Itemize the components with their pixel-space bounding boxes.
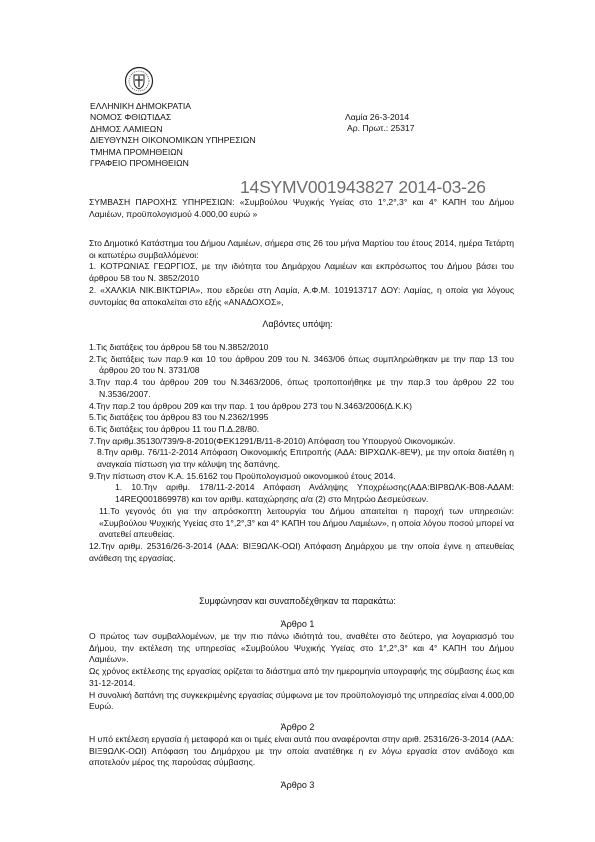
consideration-item: 8.Την αριθμ. 76/11-2-2014 Απόφαση Οικονομικής Επιτροπής (ΑΔΑ: ΒΙΡΧΩΛΚ-8ΕΨ), με την οποία διατέθη η αναγκαία πίστωση για την κάλυψη της δαπάνης.: [97, 447, 514, 470]
party-1: 1. ΚΟΤΡΩΝΙΑΣ ΓΕΩΡΓΙΟΣ, με την ιδιότητα του Δημάρχου Λαμιέων και εκπρόσωπος του Δήμου βάσει του άρθρου 58 του Ν. 3852/2010: [89, 261, 514, 284]
article-paragraph: Η συνολική δαπάνη της συγκεκριμένης εργασίας σύμφωνα με τον προϋπολογισμό της υπηρεσίας είναι 4.000,00 Ευρώ.: [89, 689, 514, 712]
article-1-body: [89, 631, 514, 713]
considerations-list: [89, 342, 514, 564]
party-2: 2. «ΧΑΛΚΙΑ ΝΙΚ.ΒΙΚΤΩΡΙΑ», που εδρεύει στη Λαμία, Α.Φ.Μ. 101913717 ΔΟΥ: Λαμίας, η οποία για λόγους συντομίας θα αποκαλείται στο εξής «ΑΝΑΔΟΧΟΣ»,: [89, 284, 514, 307]
header-line: ΔΙΕΥΘΥΝΣΗ ΟΙΚΟΝΟΜΙΚΩΝ ΥΠΗΡΕΣΙΩΝ: [90, 135, 256, 146]
article-1-title: Άρθρο 1: [280, 619, 315, 629]
consideration-item: 2.Τις διατάξεις των παρ.9 και 10 του άρθρου 209 του Ν. 3463/06 όπως συμπληρώθηκαν με την παρ 13 του άρθρου 20 του Ν. 3731/08: [89, 353, 514, 376]
article-paragraph: Ο πρώτος των συμβαλλομένων, με την πιο πάνω ιδιότητά του, αναθέτει στο δεύτερο, για λογαριασμό του Δήμου, την εκτέλεση της υπηρεσίας «Συμβούλου Ψυχικής Υγείας στο 1°,2°,3° και 4° ΚΑΠΗ του Δήμου Λαμιέων».: [89, 631, 514, 665]
consideration-item: 5.Τις διατάξεις του άρθρου 83 του Ν.2362/1995: [89, 412, 269, 423]
consideration-item: 9.Την πίστωση στον Κ.Α. 15.6162 του Προϋπολογισμού οικονομικού έτους 2014.: [89, 470, 396, 481]
consideration-item: 3.Την παρ.4 του άρθρου 209 του Ν.3463/2006, όπως τροποποιήθηκε με την παρ.3 του άρθρου 22 του Ν.3536/2007.: [89, 377, 514, 399]
consideration-item: 7.Την αριθμ.35130/739/9-8-2010(ΦΕΚ1291/Β/11-8-2010) Απόφαση του Υπουργού Οικονομικών.: [89, 435, 456, 446]
consideration-item: 11.Το γεγονός ότι για την απρόσκοπτη λειτουργία του Δήμου απαιτείται η παροχή των υπηρεσιών: «Συμβούλου Ψυχικής Υγείας στο 1°,2°,3° και 4° ΚΑΠΗ του Δήμου Λαμιέων», η οποία λόγου ποσού μπορεί να ανατεθεί απευθείας.: [99, 505, 514, 540]
consideration-item: 1. 10.Την αριθμ. 178/11-2-2014 Απόφαση Ανάληψης Υποχρέωσης(ΑΔΑ:ΒΙΡ8ΩΛΚ-Β08-ΑΔΑΜ: 14REQ001869978) και τον αριθμ. καταχώρησης α/α (2) στο Μητρώο Δεσμεύσεων.: [115, 482, 514, 505]
contract-title: [89, 197, 514, 220]
consideration-item: 12.Την αριθμ. 25316/26-3-2014 (ΑΔΑ: ΒΙΞ9ΩΛΚ-ΟΩΙ) Απόφαση Δημάρχου με την οποία έγινε η απευθείας ανάθεση της εργασίας.: [89, 540, 514, 563]
header-date-block: [345, 112, 415, 135]
agreed-heading: Συμφώνησαν και συναποδέχθηκαν τα παρακάτω:: [199, 596, 396, 606]
header-line: ΔΗΜΟΣ ΛΑΜΙΕΩΝ: [90, 123, 163, 134]
protocol-number: Αρ. Πρωτ.: 25317: [347, 123, 415, 134]
contract-title-text: ΣΥΜΒΑΣΗ ΠΑΡΟΧΗΣ ΥΠΗΡΕΣΙΩΝ: «Συμβούλου Ψυχικής Υγείας στο 1°,2°,3° και 4° ΚΑΠΗ του Δήμου Λαμιέων, προϋπολογισμού 4.000,00 ευρώ »: [89, 197, 514, 219]
consideration-item: 6.Τις διατάξεις του άρθρου 11 του Π.Δ.28/80.: [89, 423, 260, 434]
header-line: ΝΟΜΟΣ ΦΘΙΩΤΙΔΑΣ: [90, 112, 172, 123]
greek-republic-emblem-icon: [124, 66, 154, 96]
header-authority-block: [90, 101, 256, 169]
header-line: ΓΡΑΦΕΙΟ ΠΡΟΜΗΘΕΙΩΝ: [90, 158, 189, 169]
article-2-title: Άρθρο 2: [280, 722, 315, 732]
article-paragraph: Ως χρόνος εκτέλεσης της εργασίας ορίζεται το διάστημα από την ημερομηνία υπογραφής της σύμβασης έως και 31-12-2014.: [89, 666, 514, 688]
article-3-title: Άρθρο 3: [280, 780, 315, 790]
consideration-item: 4.Την παρ.2 του άρθρου 209 και την παρ. 1 του άρθρου 273 του Ν.3463/2006(Δ.Κ.Κ): [89, 400, 412, 411]
header-line: ΤΜΗΜΑ ΠΡΟΜΗΘΕΙΩΝ: [90, 146, 183, 157]
consideration-item: 1.Τις διατάξεις του άρθρου 58 του Ν.3852/2010: [89, 342, 269, 352]
ada-code: 14SYMV001943827 2014-03-26: [240, 177, 486, 197]
header-line: ΕΛΛΗΝΙΚΗ ΔΗΜΟΚΡΑΤΙΑ: [90, 101, 191, 111]
intro-block: [89, 238, 514, 308]
intro-paragraph: Στο Δημοτικό Κατάστημα του Δήμου Λαμιέων, σήμερα στις 26 του μήνα Μαρτίου του έτους 2014, ημέρα Τετάρτη οι κατωτέρω συμβαλλόμενοι:: [89, 238, 514, 260]
document-date: Λαμία 26-3-2014: [345, 112, 410, 122]
article-2-body: [89, 734, 514, 769]
article-paragraph: Η υπό εκτέλεση εργασία ή μεταφορά και οι τιμές είναι αυτά που αναφέρονται στην αριθ. 25316/26-3-2014 (ΑΔΑ: ΒΙΞ9ΩΛΚ-ΟΩΙ) Απόφαση του Δημάρχου με την οποία ανατέθηκε η εν λόγω εργασία στον ανάδοχο και αποτελούν μέρος της παρούσας σύμβασης.: [89, 734, 514, 768]
considering-heading: Λαβόντες υπόψη:: [262, 319, 333, 329]
